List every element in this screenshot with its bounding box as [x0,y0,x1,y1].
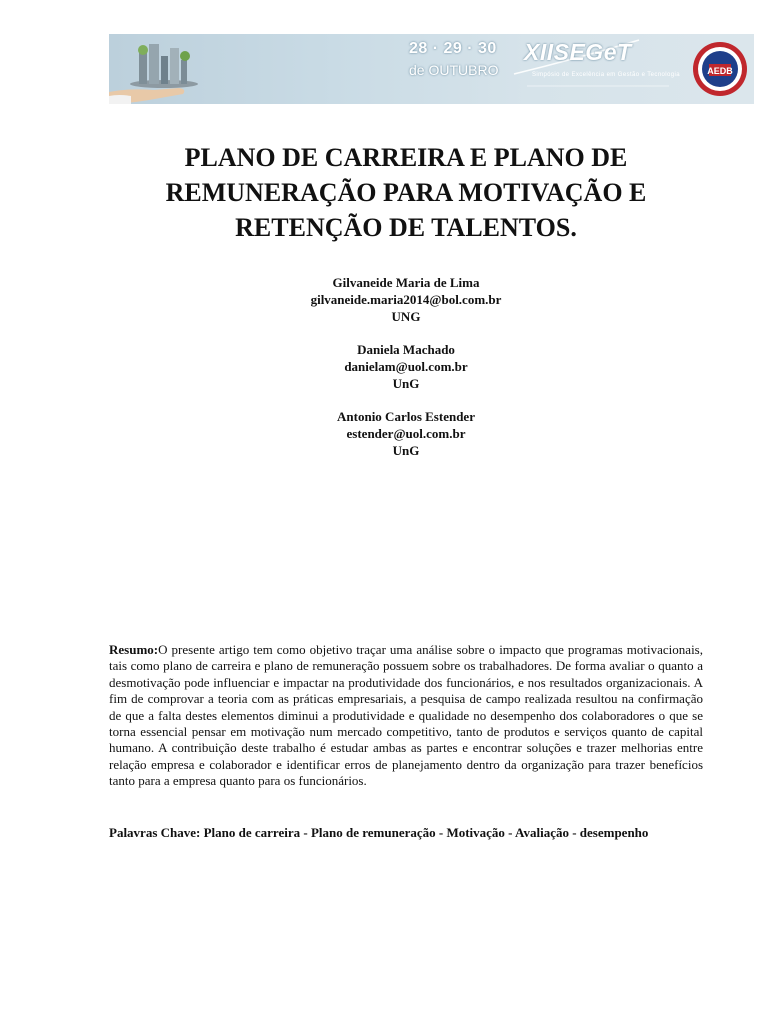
aedb-seal-logo [693,42,747,96]
event-dates: 28 · 29 · 30 [409,40,497,57]
author-block [109,341,703,392]
header-banner [109,34,754,104]
abstract-text: O presente artigo tem como objetivo traçar uma análise sobre o impacto que programas motivacionais, tais como plano de carreira e plano de remuneração possuem sobre os trabalhadores. De forma avaliar o quanto a desmotivação pode influenciar e impactar na produtividade dos funcionários, e nos resultados organizacionais. A fim de comprovar a teoria com as práticas empresariais, a pesquisa de campo realizada resultou na confirmação de que a falta destes elementos diminui a produtividade e qualidade no desempenho dos colaboradores o que se torna essencial pensar em motivação num mercado competitivo, tanto de produtos e serviços quanto de capital humano. A contribuição deste trabalho é estudar ambas as partes e encontrar soluções e trazer melhorias entre relação empresa e colaborador e identificar erros de planejamento dentro da organização para trazer benefícios tanto para a empresa quanto para os funcionários. [109,642,703,789]
event-month: de OUTUBRO [409,62,499,78]
abstract-label: Resumo: [109,642,159,657]
author-name: Gilvaneide Maria de Lima [332,275,480,290]
author-affiliation: UnG [392,443,420,458]
event-subtitle: Simpósio de Excelência em Gestão e Tecnologia [532,72,680,78]
author-email: gilvaneide.maria2014@bol.com.br [310,292,502,307]
author-email: estender@uol.com.br [346,426,466,441]
abstract-paragraph [109,642,703,790]
author-list [109,274,703,475]
author-affiliation: UNG [391,309,421,324]
keywords-line: Palavras Chave: Plano de carreira - Plano de remuneração - Motivação - Avaliação - desempenho [109,825,649,840]
city-on-hand-illustration [109,44,198,104]
author-block [109,274,703,325]
author-block [109,408,703,459]
author-name: Daniela Machado [357,342,455,357]
svg-text:AEDB: AEDB [707,66,733,76]
author-name: Antonio Carlos Estender [337,409,475,424]
paper-title: PLANO DE CARREIRA E PLANO DE REMUNERAÇÃO PARA MOTIVAÇÃO E RETENÇÃO DE TALENTOS. [165,143,647,242]
event-name: XIISEGeT [524,39,632,65]
author-affiliation: UnG [392,376,420,391]
author-email: danielam@uol.com.br [344,359,468,374]
